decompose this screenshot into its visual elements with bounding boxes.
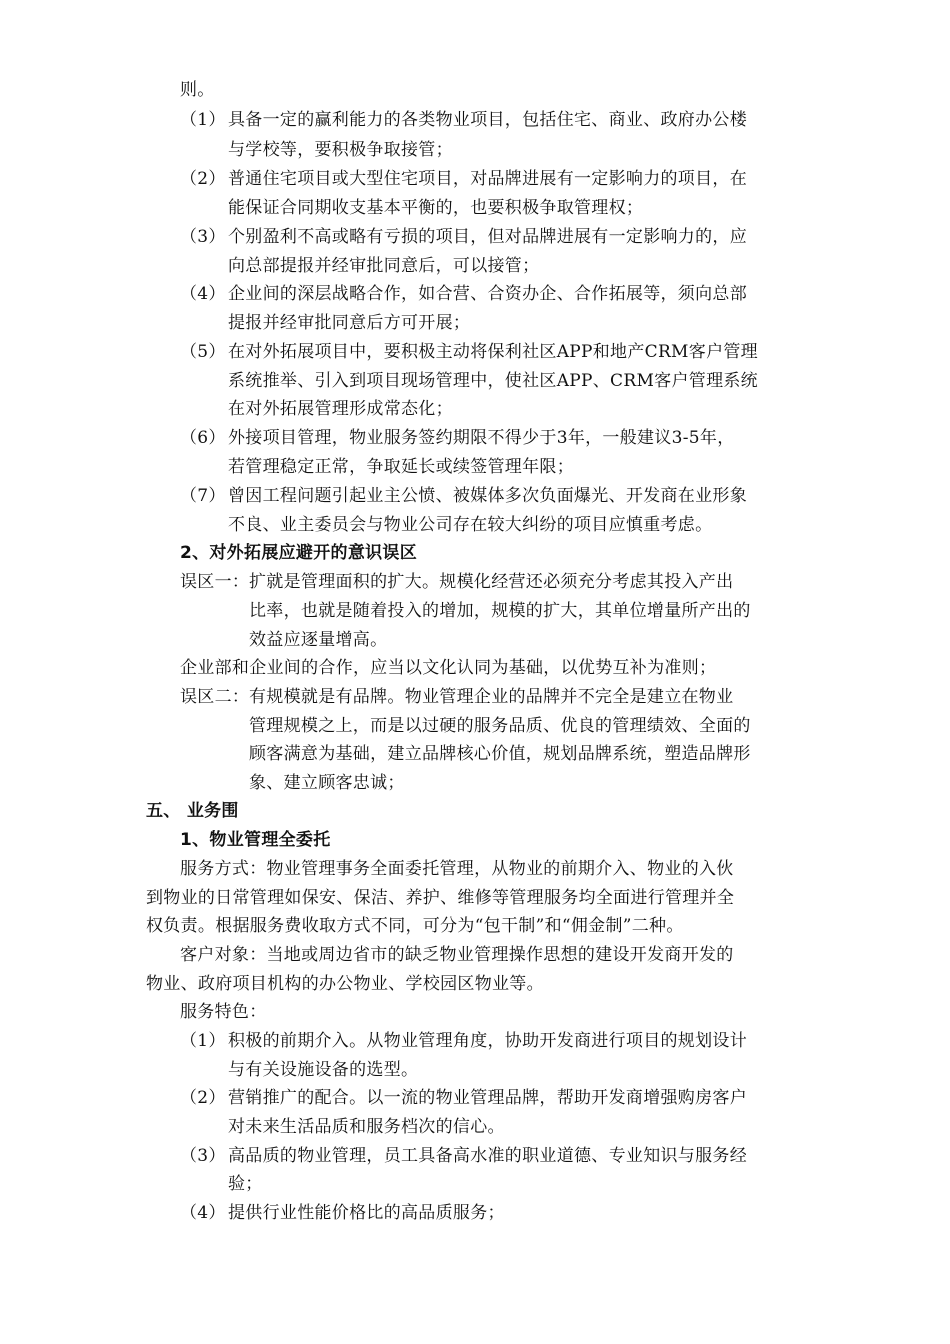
list-item-text: 不良、业主委员会与物业公司存在较大纠纷的项目应慎重考虑。 [228, 515, 713, 535]
list-item-text: 企业间的深层战略合作，如合营、合资办企、合作拓展等，须向总部 [228, 284, 747, 304]
list-item-number: （1） [180, 110, 226, 130]
list-item-text: 与有关设施设备的选型。 [228, 1060, 419, 1080]
list-item-text: 与学校等，要积极争取接管； [228, 140, 453, 160]
section-subheading: 2、对外拓展应避开的意识误区 [180, 543, 418, 563]
list-item-text: 普通住宅项目或大型住宅项目，对品牌进展有一定影响力的项目，在 [228, 169, 747, 189]
misconception-text: 象、建立顾客忠诚； [249, 773, 405, 793]
list-item-number: （1） [180, 1031, 226, 1051]
list-item-text: 若管理稳定正常，争取延长或续签管理年限； [228, 457, 574, 477]
list-item-text: 向总部提报并经审批同意后，可以接管； [228, 256, 540, 276]
list-item-number: （6） [180, 428, 226, 448]
list-item-text: 积极的前期介入。从物业管理角度，协助开发商进行项目的规划设计 [228, 1031, 747, 1051]
list-item-text: 营销推广的配合。以一流的物业管理品牌，帮助开发商增强购房客户 [228, 1088, 747, 1108]
features-label: 服务特色： [180, 1002, 267, 1022]
misconception-text: 管理规模之上，而是以过硬的服务品质、优良的管理绩效、全面的 [249, 716, 751, 736]
text-line: 企业部和企业间的合作，应当以文化认同为基础，以优势互补为准则； [180, 658, 717, 678]
list-item-text: 对未来生活品质和服务档次的信心。 [228, 1117, 505, 1137]
misconception-text: 有规模就是有品牌。物业管理企业的品牌并不完全是建立在物业 [249, 687, 734, 707]
list-item-number: （5） [180, 342, 226, 362]
misconception-text: 效益应逐量增高。 [249, 630, 388, 650]
list-item-number: （2） [180, 169, 226, 189]
list-item-number: （4） [180, 284, 226, 304]
list-item-text: 系统推举、引入到项目现场管理中，使社区APP、CRM客户管理系统 [228, 371, 758, 391]
list-item-text: 外接项目管理，物业服务签约期限不得少于3年，一般建议3-5年， [228, 428, 735, 448]
list-item-number: （7） [180, 486, 226, 506]
paragraph-line: 到物业的日常管理如保安、保洁、养护、维修等管理服务均全面进行管理并全 [146, 888, 735, 908]
list-item-text: 能保证合同期收支基本平衡的，也要积极争取管理权； [228, 198, 644, 218]
misconception-label: 误区一： [180, 572, 250, 592]
list-item-text: 提报并经审批同意后方可开展； [228, 313, 471, 333]
section-subheading: 1、物业管理全委托 [180, 830, 331, 850]
paragraph-line: 服务方式：物业管理事务全面委托管理，从物业的前期介入、物业的入伙 [180, 859, 734, 879]
list-item-text: 提供行业性能价格比的高品质服务； [228, 1203, 505, 1223]
misconception-label: 误区二： [180, 687, 250, 707]
misconception-text: 顾客满意为基础，建立品牌核心价值，规划品牌系统，塑造品牌形 [249, 744, 751, 764]
list-item-text: 验； [228, 1174, 263, 1194]
paragraph-line: 权负责。根据服务费收取方式不同，可分为“包干制”和“佣金制”二种。 [146, 916, 684, 936]
list-item-text: 具备一定的赢利能力的各类物业项目，包括住宅、商业、政府办公楼 [228, 110, 747, 130]
paragraph-line: 客户对象：当地或周边省市的缺乏物业管理操作思想的建设开发商开发的 [180, 945, 734, 965]
list-item-text: 在对外拓展管理形成常态化； [228, 399, 453, 419]
list-item-text: 曾因工程问题引起业主公愤、被媒体多次负面爆光、开发商在业形象 [228, 486, 747, 506]
list-item-text: 高品质的物业管理，员工具备高水准的职业道德、专业知识与服务经 [228, 1146, 747, 1166]
text-line: 则。 [180, 80, 215, 100]
list-item-number: （3） [180, 227, 226, 247]
misconception-text: 比率，也就是随着投入的增加，规模的扩大，其单位增量所产出的 [249, 601, 751, 621]
section-heading: 五、 业务围 [146, 801, 239, 821]
misconception-text: 扩就是管理面积的扩大。规模化经营还必须充分考虑其投入产出 [249, 572, 734, 592]
list-item-number: （2） [180, 1088, 226, 1108]
paragraph-line: 物业、政府项目机构的办公物业、学校园区物业等。 [146, 974, 544, 994]
list-item-number: （4） [180, 1203, 226, 1223]
list-item-number: （3） [180, 1146, 226, 1166]
list-item-text: 个别盈利不高或略有亏损的项目，但对品牌进展有一定影响力的，应 [228, 227, 747, 247]
list-item-text: 在对外拓展项目中，要积极主动将保利社区APP和地产CRM客户管理 [228, 342, 758, 362]
